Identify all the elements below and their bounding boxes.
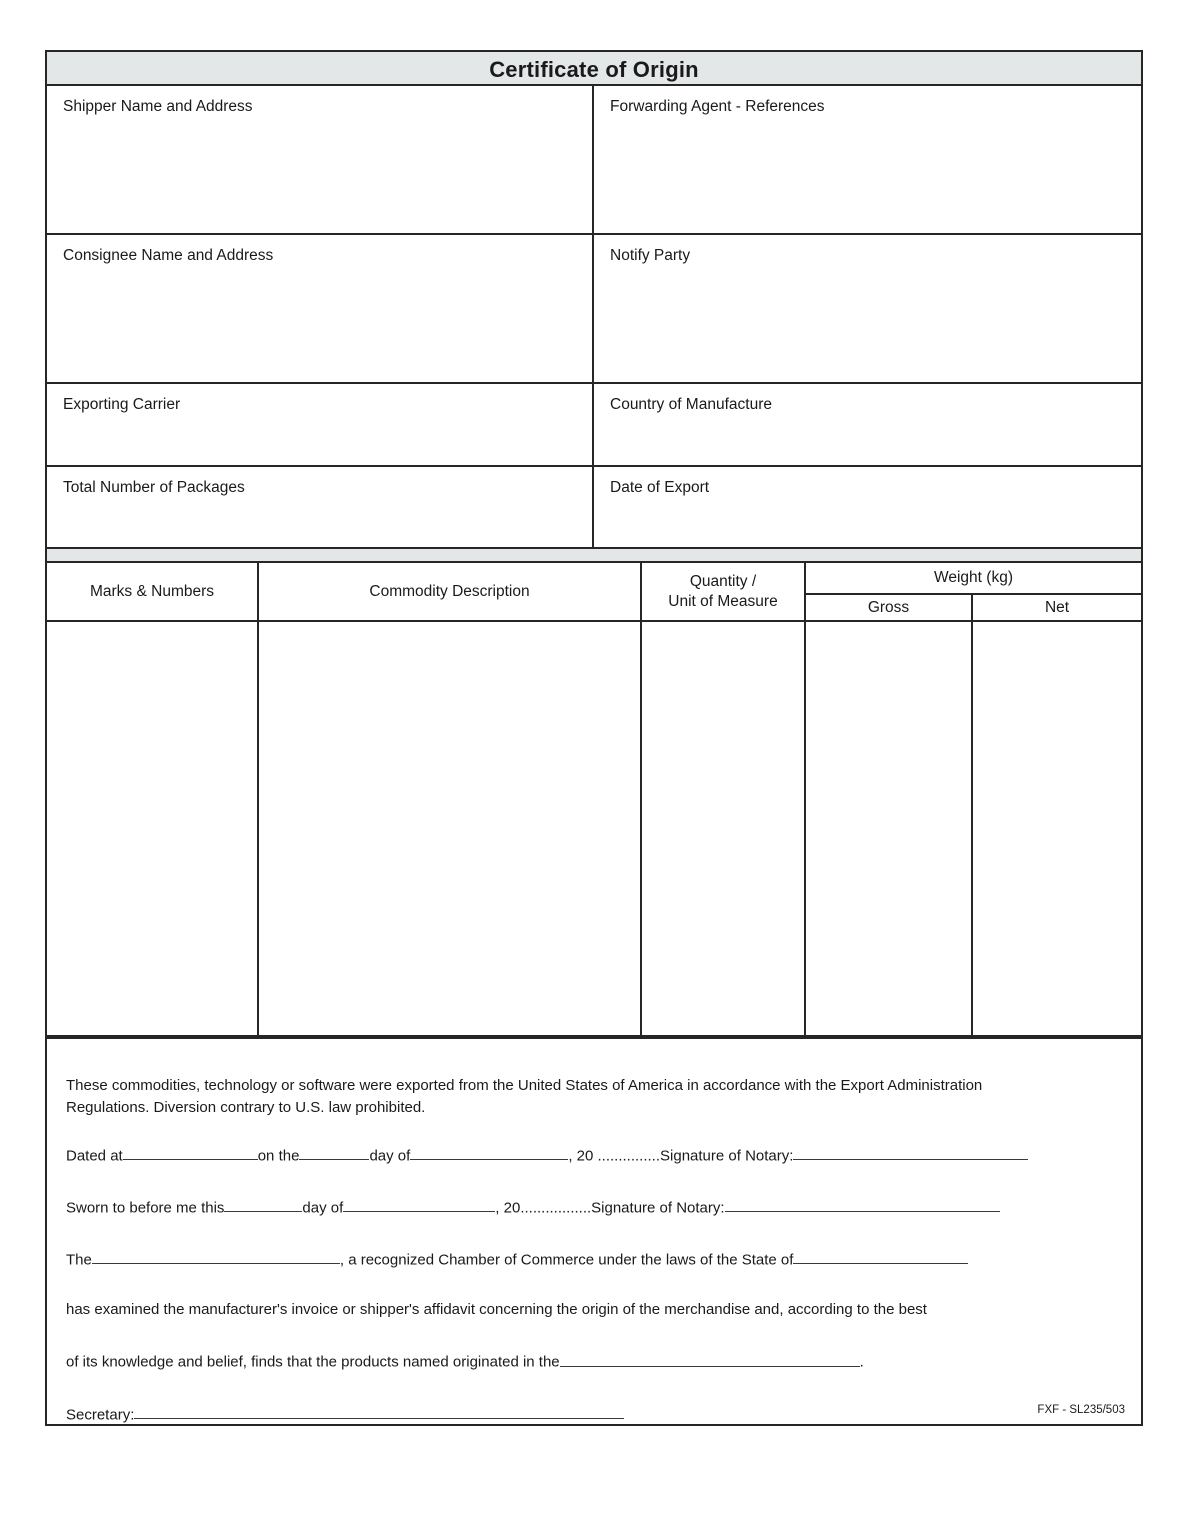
chamber-name-input[interactable]	[92, 1249, 340, 1264]
forwarding-agent-field[interactable]	[594, 86, 1141, 233]
sworn-label: Sworn to before me this	[66, 1199, 225, 1216]
quantity-label-line2: Unit of Measure	[668, 592, 778, 610]
shipper-forwarding-row	[47, 86, 1141, 235]
chamber-description-label: , a recognized Chamber of Commerce under the laws of the State of	[339, 1251, 794, 1269]
carrier-country-row	[47, 384, 1141, 467]
form-code: FXF - SL235/503	[1037, 1404, 1125, 1416]
table-row	[47, 621, 1141, 1036]
cell-weight-gross[interactable]	[805, 621, 972, 1036]
date-of-export-label: Date of Export	[610, 479, 710, 496]
knowledge-belief-text: of its knowledge and belief, finds that the products named originated in the	[66, 1353, 560, 1371]
page-title: Certificate of Origin	[45, 50, 1143, 86]
column-header-quantity-unit	[641, 563, 805, 621]
state-input[interactable]	[793, 1249, 968, 1264]
shipper-field[interactable]	[47, 86, 594, 233]
section-separator-strip	[45, 549, 1143, 563]
examined-invoice-line	[66, 1301, 1111, 1318]
sworn-day-input[interactable]	[224, 1197, 302, 1212]
on-the-label: on the	[257, 1146, 300, 1164]
secretary-line	[66, 1404, 1111, 1423]
shipper-label: Shipper Name and Address	[63, 98, 253, 115]
commodity-table-body	[47, 621, 1141, 1036]
knowledge-belief-period: .	[859, 1353, 864, 1371]
commodity-table	[47, 563, 1141, 1037]
consignee-field[interactable]	[47, 235, 594, 382]
consignee-label: Consignee Name and Address	[63, 247, 274, 264]
country-of-manufacture-label: Country of Manufacture	[610, 396, 772, 413]
forwarding-agent-label: Forwarding Agent - References	[610, 98, 825, 115]
cell-quantity-unit[interactable]	[641, 621, 805, 1036]
month-input[interactable]	[410, 1145, 568, 1160]
cell-commodity-description[interactable]	[258, 621, 641, 1036]
total-packages-field[interactable]	[47, 467, 594, 547]
quantity-label-line1: Quantity /	[689, 573, 757, 591]
notify-party-label: Notify Party	[610, 247, 691, 264]
knowledge-belief-line	[66, 1351, 1111, 1370]
cell-weight-net[interactable]	[972, 621, 1141, 1036]
notify-party-field[interactable]	[594, 235, 1141, 382]
examined-invoice-text: has examined the manufacturer's invoice or shipper's affidavit concerning the origin of the merchandise and, according to the best	[66, 1301, 927, 1319]
packages-date-row	[47, 467, 1141, 547]
column-header-gross: Gross	[805, 594, 972, 621]
the-label: The	[66, 1251, 92, 1269]
country-of-manufacture-field[interactable]	[594, 384, 1141, 465]
origin-country-input[interactable]	[560, 1351, 860, 1366]
legal-notarization-section	[45, 1039, 1143, 1426]
secretary-label: Secretary:	[66, 1405, 135, 1423]
year-notary-label-1: , 20 ...............Signature of Notary:	[568, 1146, 794, 1164]
date-of-export-field[interactable]	[594, 467, 1141, 547]
total-packages-label: Total Number of Packages	[63, 479, 245, 496]
cell-marks-numbers[interactable]	[47, 621, 258, 1036]
notary-signature-input-2[interactable]	[725, 1197, 1000, 1212]
dated-at-input[interactable]	[123, 1145, 258, 1160]
certificate-form	[45, 50, 1143, 1426]
column-header-net: Net	[972, 594, 1141, 621]
day-number-input[interactable]	[299, 1145, 369, 1160]
commodity-table-head	[47, 563, 1141, 621]
commodity-table-section	[45, 563, 1143, 1039]
column-header-commodity-description: Commodity Description	[258, 563, 641, 621]
dated-at-label: Dated at	[66, 1146, 123, 1164]
dated-at-line	[66, 1145, 1111, 1164]
consignee-notify-row	[47, 235, 1141, 384]
exporting-carrier-field[interactable]	[47, 384, 594, 465]
sworn-before-me-line	[66, 1197, 1111, 1216]
column-header-marks-numbers: Marks & Numbers	[47, 563, 258, 621]
notary-signature-input-1[interactable]	[793, 1145, 1028, 1160]
sworn-day-of-label: day of	[302, 1199, 344, 1216]
sworn-month-input[interactable]	[343, 1197, 495, 1212]
day-of-label: day of	[369, 1146, 411, 1164]
chamber-of-commerce-line	[66, 1249, 1111, 1268]
party-information-block	[45, 86, 1143, 549]
column-header-weight-group: Weight (kg)	[805, 563, 1141, 594]
exporting-carrier-label: Exporting Carrier	[63, 396, 181, 413]
year-notary-label-2: , 20.................Signature of Notary:	[495, 1199, 725, 1216]
export-statement: These commodities, technology or software were exported from the United States of America in accordance with the Export Administration Regulations. Diversion contrary to U.S. law prohibited.	[66, 1077, 983, 1116]
secretary-signature-input[interactable]	[134, 1404, 624, 1419]
